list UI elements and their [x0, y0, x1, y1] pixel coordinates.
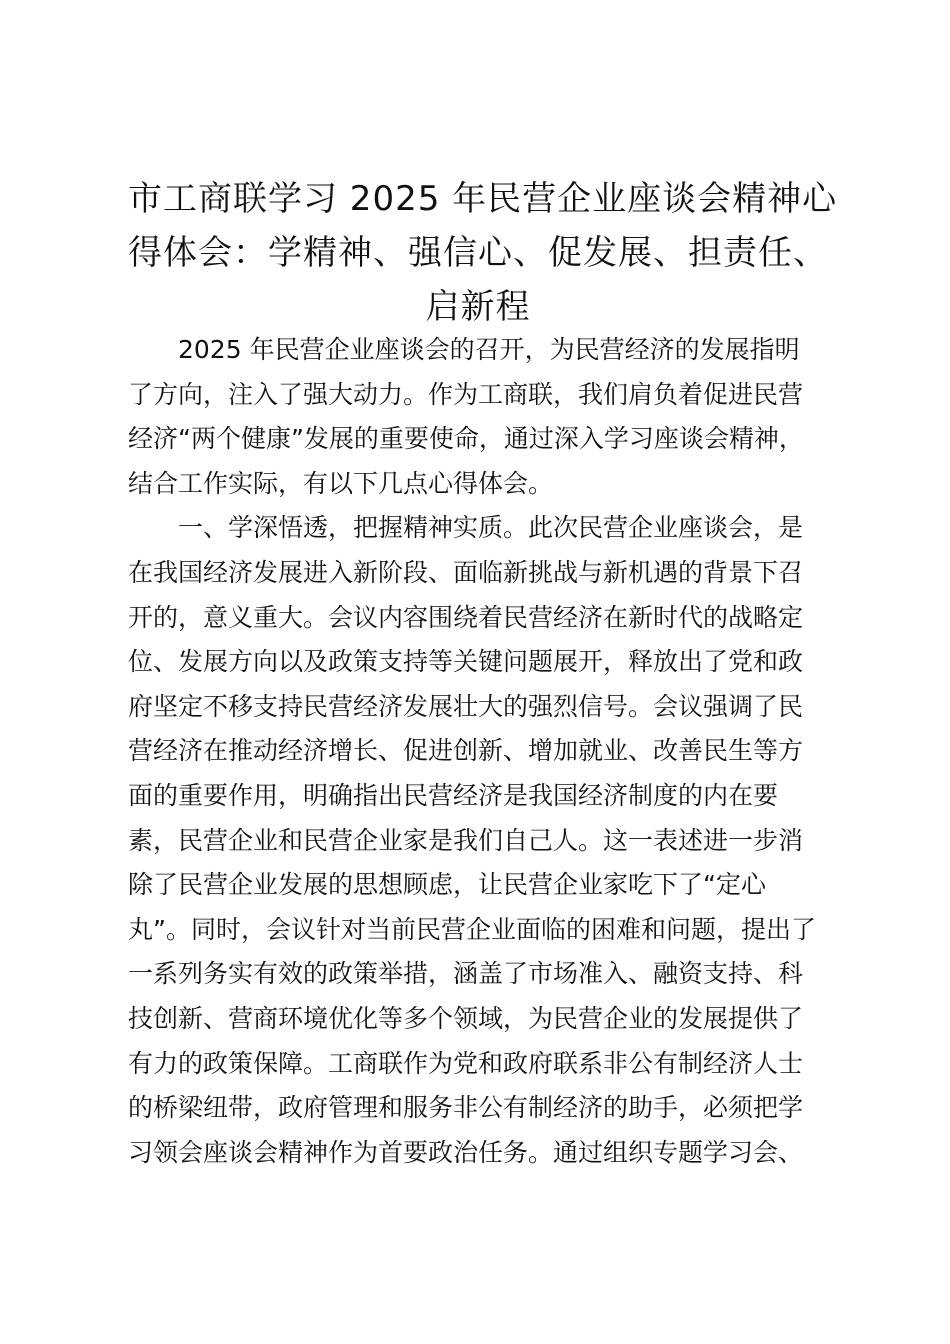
text-line: 有力的政策保障。工商联作为党和政府联系非公有制经济人士 — [128, 1048, 804, 1078]
text-line: 结合工作实际，有以下几点心得体会。 — [128, 468, 554, 498]
text-line: 开的，意义重大。会议内容围绕着民营经济在新时代的战略定 — [128, 602, 804, 632]
text-line: 府坚定不移支持民营经济发展壮大的强烈信号。会议强调了民 — [128, 691, 804, 721]
text-line: 一、学深悟透，把握精神实质。此次民营企业座谈会，是 — [178, 513, 804, 543]
text-line: 除了民营企业发展的思想顾虑，让民营企业家吃下了“定心 — [128, 870, 766, 900]
text-line: 习领会座谈会精神作为首要政治任务。通过组织专题学习会、 — [128, 1137, 804, 1167]
document-body — [128, 328, 828, 1175]
text-line: 营经济在推动经济增长、促进创新、增加就业、改善民生等方 — [128, 736, 804, 766]
text-line: 素，民营企业和民营企业家是我们自己人。这一表述进一步消 — [128, 825, 804, 855]
title-line: 启新程 — [425, 287, 531, 327]
document-title — [128, 172, 838, 334]
text-line: 面的重要作用，明确指出民营经济是我国经济制度的内在要 — [128, 780, 779, 810]
title-line: 得体会：学精神、强信心、促发展、担责任、 — [128, 233, 828, 273]
paragraph-intro — [128, 328, 828, 506]
text-line: 2025 年民营企业座谈会的召开，为民营经济的发展指明 — [178, 335, 800, 364]
text-line: 技创新、营商环境优化等多个领域，为民营企业的发展提供了 — [128, 1003, 804, 1033]
text-line: 的桥梁纽带，政府管理和服务非公有制经济的助手，必须把学 — [128, 1093, 804, 1123]
text-line: 在我国经济发展进入新阶段、面临新挑战与新机遇的背景下召 — [128, 557, 804, 587]
text-line: 位、发展方向以及政策支持等关键问题展开，释放出了党和政 — [128, 647, 804, 677]
title-line: 市工商联学习 2025 年民营企业座谈会精神心 — [128, 179, 838, 219]
paragraph-section-one — [128, 506, 828, 1175]
text-line: 一系列务实有效的政策举措，涵盖了市场准入、融资支持、科 — [128, 959, 804, 989]
text-line: 经济“两个健康”发展的重要使命，通过深入学习座谈会精神， — [128, 424, 804, 454]
text-line: 丸”。同时，会议针对当前民营企业面临的困难和问题，提出了 — [128, 914, 816, 944]
text-line: 了方向，注入了强大动力。作为工商联，我们肩负着促进民营 — [128, 379, 804, 409]
